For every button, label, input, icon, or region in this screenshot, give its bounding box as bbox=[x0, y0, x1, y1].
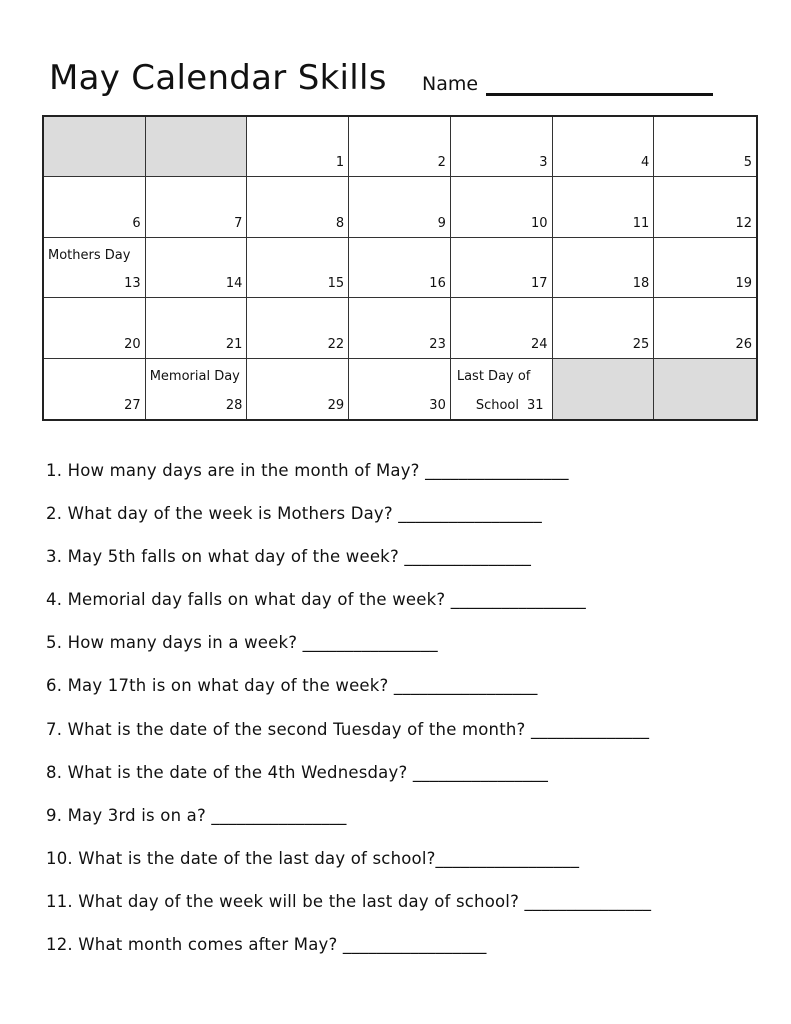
calendar-day-cell bbox=[553, 117, 655, 177]
calendar-day-cell bbox=[553, 177, 655, 237]
calendar-day-number: 17 bbox=[531, 276, 548, 292]
calendar-day-cell bbox=[553, 238, 655, 298]
calendar-day-number: 29 bbox=[327, 398, 345, 413]
calendar-blank-cell bbox=[44, 117, 146, 177]
calendar-day-number: 18 bbox=[632, 276, 650, 292]
calendar-day-number: 5 bbox=[743, 155, 752, 171]
calendar-day-number: 4 bbox=[641, 155, 650, 171]
question-item: 4. Memorial day falls on what day of the week? ________________ bbox=[46, 590, 586, 610]
calendar-day-number: 6 bbox=[132, 215, 141, 231]
calendar-day-cell bbox=[44, 359, 146, 419]
question-item: 9. May 3rd is on a? ________________ bbox=[46, 805, 347, 825]
calendar-event-note: Mothers Day bbox=[48, 247, 131, 263]
calendar-blank-cell bbox=[654, 359, 756, 419]
calendar-day-number: 31 bbox=[527, 398, 544, 413]
question-item: 5. How many days in a week? ________________ bbox=[46, 633, 438, 653]
calendar-event-note: School bbox=[475, 398, 520, 413]
question-item: 2. What day of the week is Mothers Day? _________________ bbox=[46, 504, 542, 524]
question-item: 8. What is the date of the 4th Wednesday? ________________ bbox=[46, 762, 549, 782]
calendar-day-number: 12 bbox=[735, 215, 752, 231]
calendar-day-number: 24 bbox=[531, 336, 548, 352]
calendar-day-number: 8 bbox=[335, 215, 345, 231]
page-title: May Calendar Skills bbox=[49, 58, 387, 98]
calendar-day-number: 9 bbox=[437, 215, 446, 231]
calendar-day-number: 3 bbox=[539, 155, 548, 171]
calendar-day-number: 11 bbox=[632, 215, 650, 231]
may-calendar-grid bbox=[42, 115, 758, 421]
calendar-day-number: 23 bbox=[429, 336, 446, 352]
calendar-day-cell bbox=[654, 238, 756, 298]
calendar-day-number: 15 bbox=[327, 276, 345, 292]
calendar-day-cell bbox=[451, 298, 553, 358]
calendar-day-cell bbox=[146, 177, 248, 237]
calendar-day-number: 20 bbox=[124, 336, 141, 352]
calendar-day-number: 22 bbox=[327, 336, 345, 352]
calendar-day-cell bbox=[654, 117, 756, 177]
question-item: 7. What is the date of the second Tuesday of the month? ______________ bbox=[46, 719, 650, 739]
calendar-day-cell bbox=[247, 298, 349, 358]
calendar-day-cell bbox=[654, 177, 756, 237]
calendar-day-cell bbox=[451, 177, 553, 237]
calendar-day-number: 1 bbox=[335, 155, 345, 171]
calendar-event-note: Memorial Day bbox=[149, 368, 240, 384]
calendar-day-cell bbox=[44, 177, 146, 237]
question-list bbox=[46, 458, 766, 975]
question-item: 3. May 5th falls on what day of the week? _______________ bbox=[46, 547, 532, 567]
name-answer-line bbox=[486, 93, 713, 96]
calendar-day-number: 25 bbox=[632, 336, 650, 352]
question-item: 10. What is the date of the last day of school?_________________ bbox=[46, 848, 580, 868]
calendar-day-cell bbox=[146, 238, 248, 298]
calendar-day-number: 21 bbox=[225, 336, 243, 352]
calendar-day-number: 26 bbox=[735, 336, 752, 352]
name-label: Name bbox=[422, 73, 479, 95]
calendar-day-number: 28 bbox=[225, 398, 243, 413]
question-item: 1. How many days are in the month of May? _________________ bbox=[46, 461, 569, 480]
calendar-day-number: 27 bbox=[124, 398, 141, 413]
calendar-blank-cell bbox=[553, 359, 655, 419]
calendar-day-cell bbox=[451, 359, 553, 419]
calendar-day-number: 14 bbox=[225, 276, 243, 292]
calendar-day-number: 19 bbox=[735, 276, 752, 292]
calendar-day-number: 2 bbox=[437, 155, 446, 171]
calendar-day-cell bbox=[349, 359, 451, 419]
calendar-day-number: 10 bbox=[531, 215, 548, 231]
calendar-day-number: 16 bbox=[429, 276, 446, 292]
question-item: 12. What month comes after May? _________________ bbox=[46, 935, 487, 955]
calendar-day-cell bbox=[247, 359, 349, 419]
calendar-event-note: Last Day of bbox=[456, 368, 531, 384]
calendar-event-note-with-day bbox=[476, 398, 544, 414]
calendar-day-cell bbox=[247, 117, 349, 177]
calendar-day-cell bbox=[349, 238, 451, 298]
calendar-day-cell bbox=[247, 177, 349, 237]
calendar-day-cell bbox=[451, 238, 553, 298]
calendar-day-cell bbox=[44, 238, 146, 298]
calendar-day-cell bbox=[146, 359, 248, 419]
calendar-blank-cell bbox=[146, 117, 248, 177]
question-item: 11. What day of the week will be the last day of school? _______________ bbox=[46, 891, 652, 911]
question-item: 6. May 17th is on what day of the week? _________________ bbox=[46, 676, 538, 696]
calendar-day-cell bbox=[553, 298, 655, 358]
calendar-day-number: 13 bbox=[124, 276, 141, 292]
calendar-day-cell bbox=[146, 298, 248, 358]
calendar-day-cell bbox=[349, 177, 451, 237]
calendar-day-number: 30 bbox=[429, 398, 446, 413]
calendar-day-cell bbox=[654, 298, 756, 358]
calendar-day-cell bbox=[349, 117, 451, 177]
calendar-day-cell bbox=[451, 117, 553, 177]
calendar-day-cell bbox=[247, 238, 349, 298]
calendar-day-cell bbox=[44, 298, 146, 358]
calendar-day-cell bbox=[349, 298, 451, 358]
calendar-day-number: 7 bbox=[234, 215, 243, 231]
